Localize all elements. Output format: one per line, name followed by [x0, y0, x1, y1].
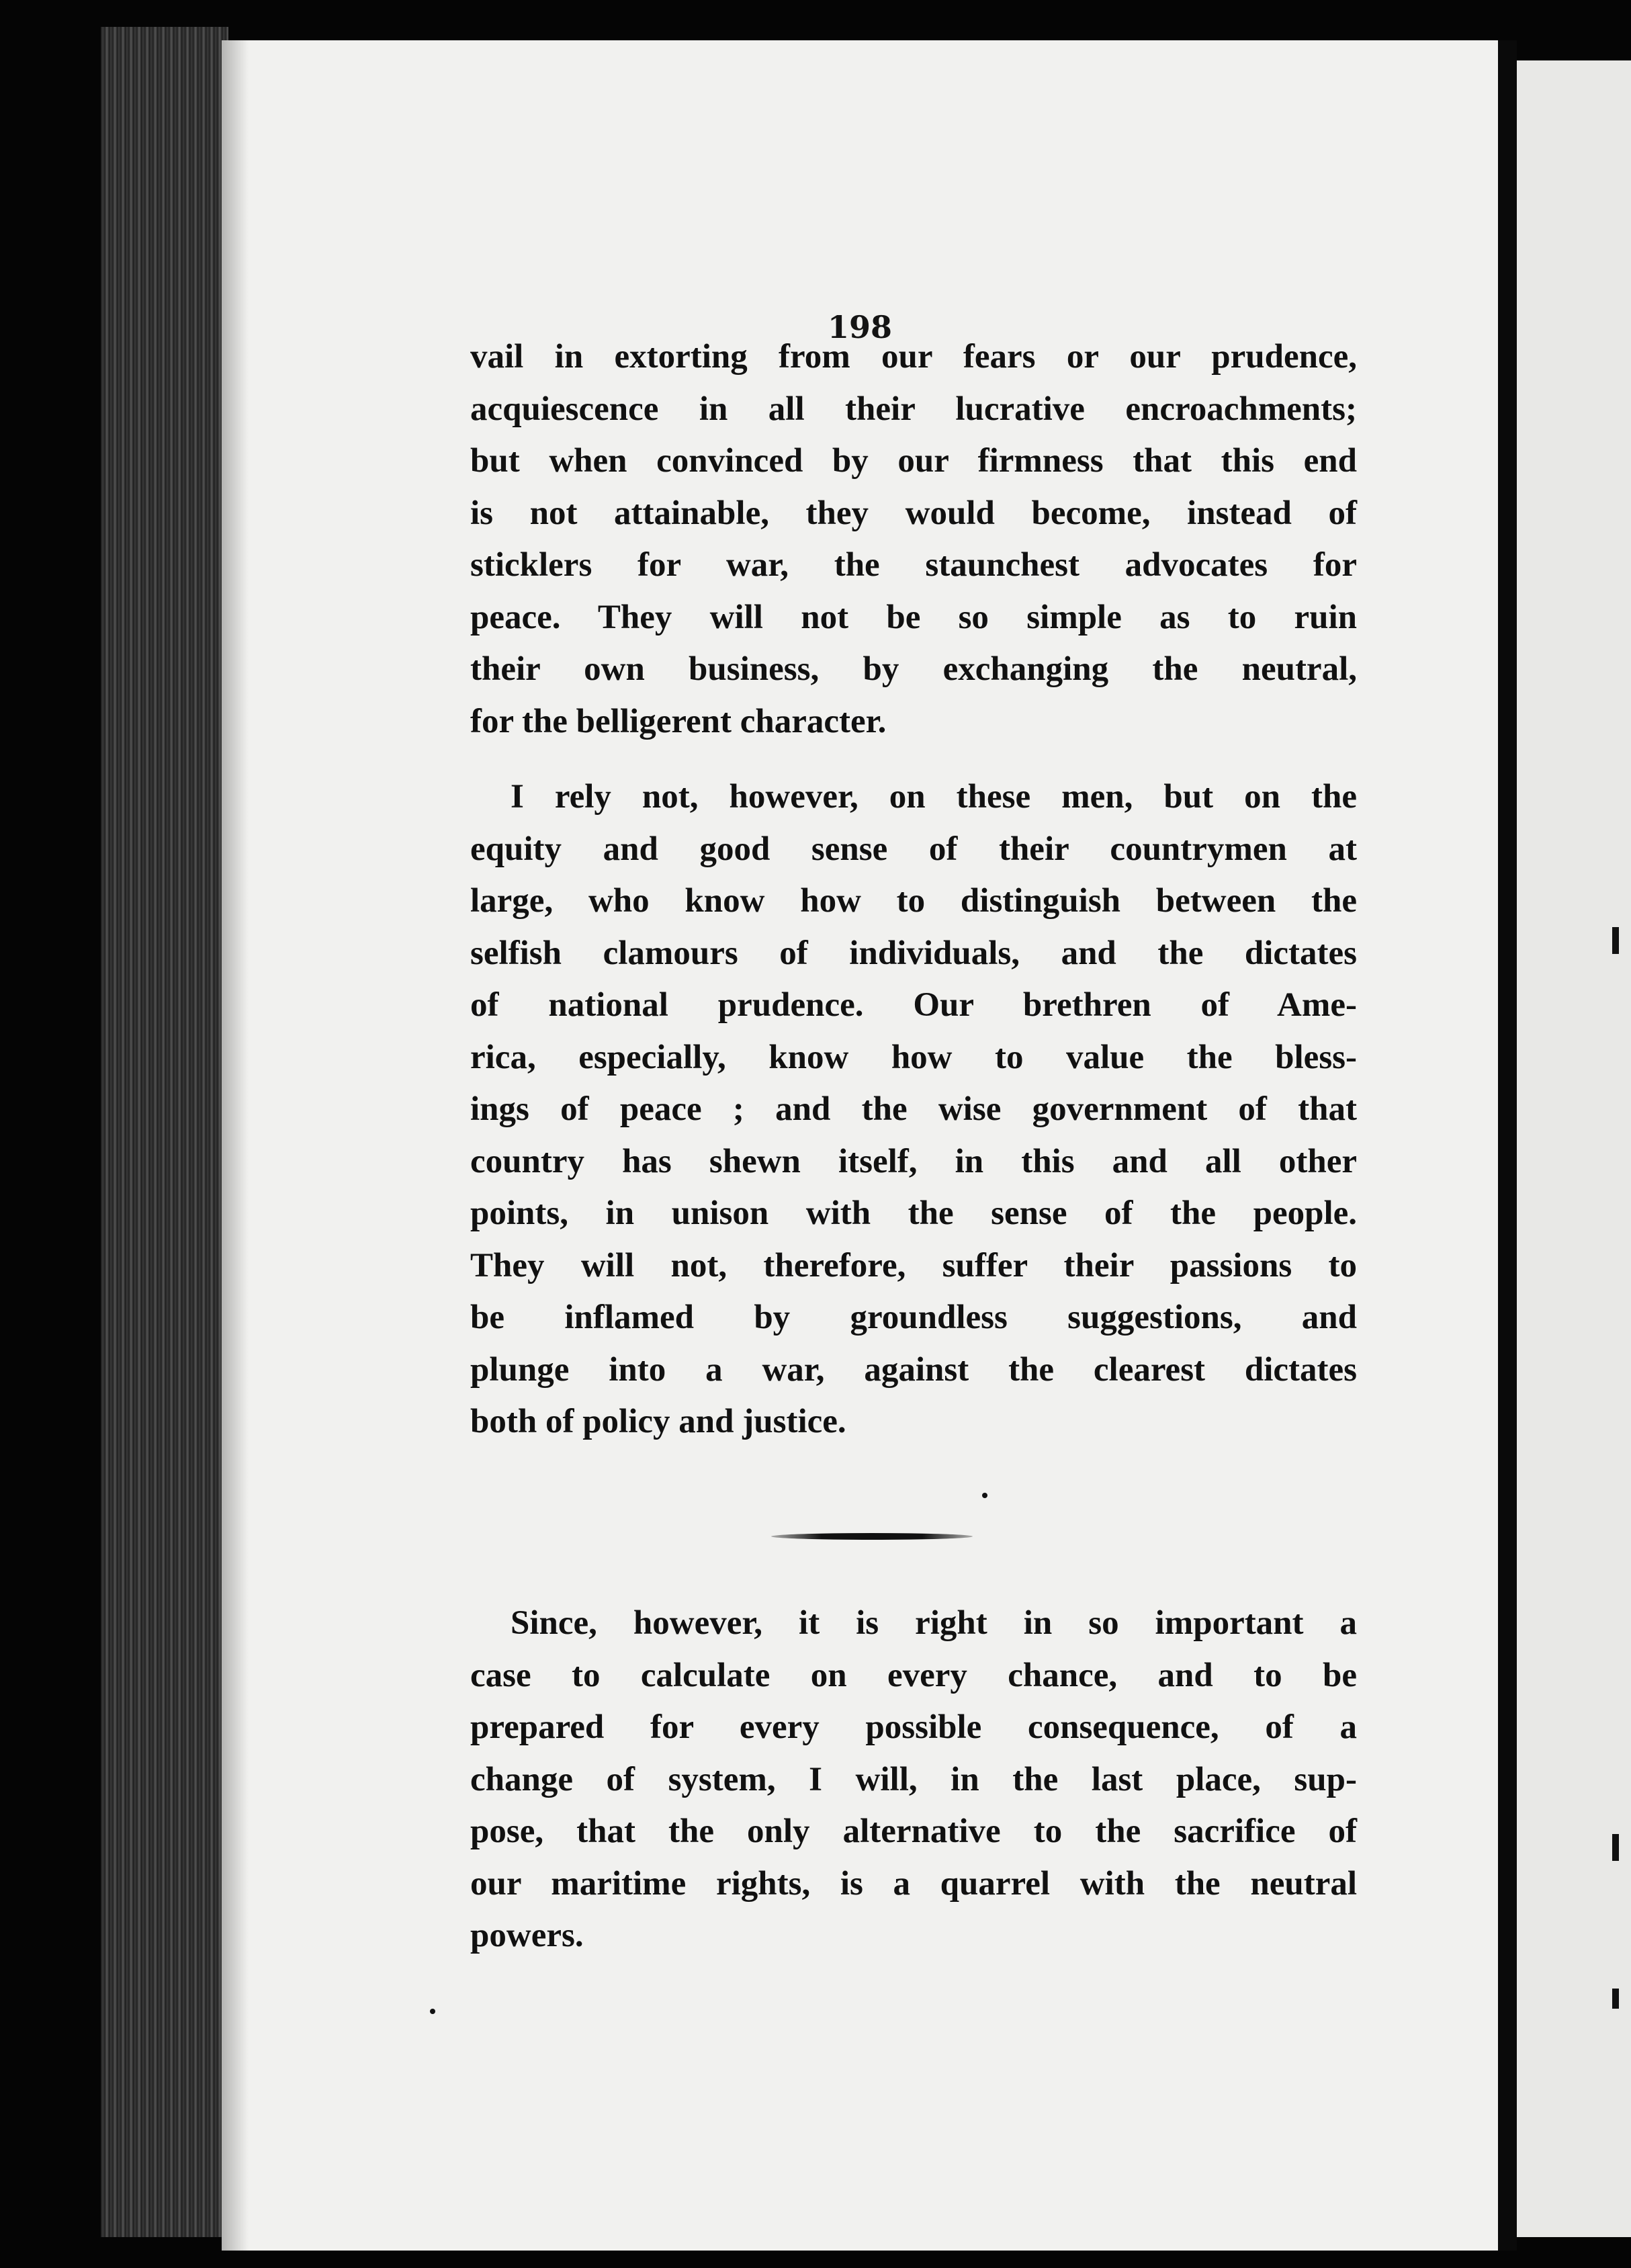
ink-speck [430, 2009, 435, 2014]
text-line: prepared for every possible consequence, of a [470, 1708, 1357, 1746]
text-line: case to calculate on every chance, and to be [470, 1656, 1357, 1694]
text-line: vail in extorting from our fears or our prudence, [470, 338, 1357, 376]
text-line: pose, that the only alternative to the sacrifice of [470, 1813, 1357, 1850]
text-line: equity and good sense of their countrymen at [470, 830, 1357, 868]
text-line: plunge into a war, against the clearest dictates [470, 1350, 1357, 1389]
text-line: both of policy and justice. [470, 1403, 846, 1440]
paragraph-3 [470, 1598, 1357, 1962]
text-line: our maritime rights, is a quarrel with the neutral [470, 1864, 1357, 1903]
page-number: 198 [827, 309, 893, 345]
page-shadow [222, 40, 249, 2251]
text-line: rica, especially, know how to value the bless- [470, 1038, 1357, 1076]
text-line: I rely not, however, on these men, but on the [511, 778, 1357, 816]
book-gutter [1498, 40, 1517, 2251]
text-line: Since, however, it is right in so important a [511, 1604, 1357, 1642]
text-line: peace. They will not be so simple as to ruin [470, 598, 1357, 636]
text-line: powers. [470, 1917, 584, 1954]
text-line: for the belligerent character. [470, 702, 887, 740]
text-line: acquiescence in all their lucrative encroachments; [470, 390, 1357, 428]
facing-page-mark [1612, 927, 1619, 954]
book-page-edges [101, 27, 228, 2237]
text-line: of national prudence. Our brethren of Ame- [470, 986, 1357, 1024]
text-line: selfish clamours of individuals, and the dictates [470, 934, 1357, 972]
text-line: ings of peace ; and the wise government of that [470, 1090, 1357, 1128]
text-line: country has shewn itself, in this and all other [470, 1142, 1357, 1180]
paragraph-2 [470, 771, 1357, 1448]
text-line: change of system, I will, in the last place, sup- [470, 1760, 1357, 1798]
text-line: is not attainable, they would become, instead of [470, 494, 1357, 532]
text-line: large, who know how to distinguish between the [470, 882, 1357, 920]
facing-page-mark [1612, 1834, 1619, 1861]
text-line: sticklers for war, the staunchest advocates for [470, 546, 1357, 584]
paragraph-1 [470, 331, 1357, 748]
text-line: but when convinced by our firmness that this end [470, 442, 1357, 480]
facing-page-mark [1612, 1989, 1619, 2009]
facing-page-edge [1517, 60, 1631, 2237]
text-line: points, in unison with the sense of the people. [470, 1194, 1357, 1232]
text-line: be inflamed by groundless suggestions, and [470, 1299, 1357, 1336]
section-divider-rule [771, 1533, 973, 1540]
text-line: They will not, therefore, suffer their passions to [470, 1246, 1357, 1284]
ink-speck [982, 1493, 987, 1498]
text-line: their own business, by exchanging the neutral, [470, 650, 1357, 688]
